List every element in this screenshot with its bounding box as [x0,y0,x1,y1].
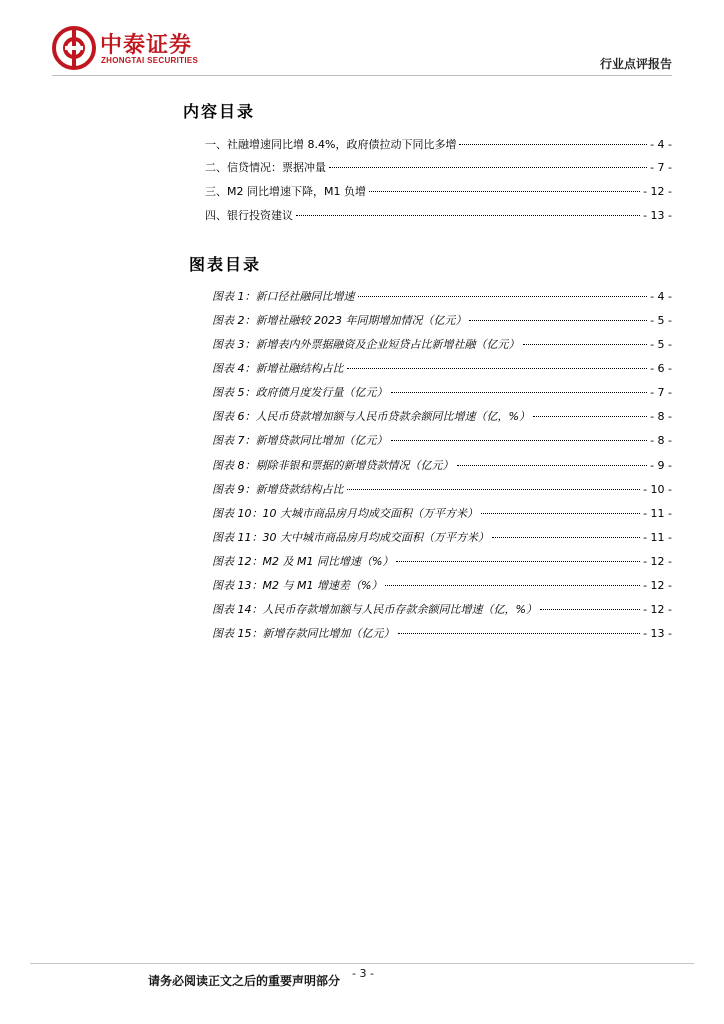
toc-item[interactable] [205,207,672,223]
figure-item-page: - 5 - [650,338,672,351]
figure-item-page: - 6 - [650,362,672,375]
leader-dots [347,489,641,490]
figure-item-text: 图表 13：M2 与 M1 增速差（%） [212,579,383,592]
figure-item-page: - 13 - [643,627,672,640]
contents-title: 内容目录 [183,102,256,121]
figure-item-page: - 12 - [643,555,672,568]
figure-item[interactable] [212,432,672,448]
leader-dots [347,368,648,369]
figure-item[interactable] [212,481,672,497]
figure-item[interactable] [212,577,672,593]
leader-dots [540,609,640,610]
figure-item-page: - 11 - [643,531,672,544]
leader-dots [396,561,640,562]
figure-item[interactable] [212,384,672,400]
leader-dots [296,215,640,216]
figure-item[interactable] [212,360,672,376]
figure-item-page: - 12 - [643,579,672,592]
figure-item-page: - 9 - [650,459,672,472]
figure-item-text: 图表 12：M2 及 M1 同比增速（%） [212,555,394,568]
toc-item[interactable] [205,136,672,152]
figure-item-page: - 8 - [650,410,672,423]
figure-item-page: - 12 - [643,603,672,616]
figure-item-text: 图表 1：新口径社融同比增速 [212,290,355,303]
leader-dots [457,465,648,466]
figure-item[interactable] [212,457,672,473]
figure-item[interactable] [212,336,672,352]
toc-item[interactable] [205,183,672,199]
figure-item-page: - 10 - [643,483,672,496]
toc-item-page: - 12 - [643,185,672,198]
figure-item-text: 图表 2：新增社融较 2023 年同期增加情况（亿元） [212,314,467,327]
figure-item-text: 图表 15：新增存款同比增加（亿元） [212,627,395,640]
toc-item[interactable] [205,159,672,175]
leader-dots [459,144,647,145]
leader-dots [385,585,640,586]
figure-item[interactable] [212,408,672,424]
leader-dots [469,320,647,321]
figure-item-text: 图表 8：剔除非银和票据的新增贷款情况（亿元） [212,459,454,472]
leader-dots [358,296,648,297]
page-number: - 3 - [352,967,374,980]
disclaimer-notice: 请务必阅读正文之后的重要声明部分 [148,974,341,988]
figure-item-text: 图表 4：新增社融结构占比 [212,362,344,375]
figure-item-page: - 4 - [650,290,672,303]
figure-item-text: 图表 10：10 大城市商品房月均成交面积（万平方米） [212,507,478,520]
page-header [0,0,724,80]
toc-item-page: - 4 - [650,138,672,151]
toc-item-page: - 7 - [650,161,672,174]
leader-dots [391,392,648,393]
leader-dots [369,191,640,192]
toc-item-text: 四、银行投资建议 [205,209,293,222]
figure-item[interactable] [212,312,672,328]
figure-item-page: - 11 - [643,507,672,520]
toc-item-page: - 13 - [643,209,672,222]
toc-item-text: 三、M2 同比增速下降，M1 负增 [205,185,366,198]
figure-item-text: 图表 11：30 大中城市商品房月均成交面积（万平方米） [212,531,489,544]
figures-title: 图表目录 [189,255,262,274]
figure-item[interactable] [212,529,672,545]
figure-item[interactable] [212,288,672,304]
figure-item-page: - 5 - [650,314,672,327]
figure-item-text: 图表 9：新增贷款结构占比 [212,483,344,496]
leader-dots [391,440,648,441]
figure-item[interactable] [212,601,672,617]
figure-item-page: - 7 - [650,386,672,399]
footer-divider [30,963,694,964]
leader-dots [481,513,640,514]
figure-item-page: - 8 - [650,434,672,447]
figure-item[interactable] [212,505,672,521]
figure-item[interactable] [212,625,672,641]
brand-name-en: ZHONGTAI SECURITIES [101,56,199,65]
toc-item-text: 一、社融增速同比增 8.4%，政府债拉动下同比多增 [205,138,457,151]
zhongtai-logo-icon [52,26,96,70]
figure-item-text: 图表 3：新增表内外票据融资及企业短贷占比新增社融（亿元） [212,338,520,351]
figure-item-text: 图表 5：政府债月度发行量（亿元） [212,386,388,399]
toc-item-text: 二、信贷情况：票据冲量 [205,161,326,174]
figure-item-text: 图表 6：人民币贷款增加额与人民币贷款余额同比增速（亿，%） [212,410,530,423]
leader-dots [329,167,647,168]
leader-dots [398,633,641,634]
figure-item-text: 图表 7：新增贷款同比增加（亿元） [212,434,388,447]
document-type: 行业点评报告 [599,57,672,71]
leader-dots [492,537,640,538]
brand-name-cn: 中泰证券 [100,33,193,58]
leader-dots [523,344,648,345]
header-divider [52,75,672,76]
figure-item[interactable] [212,553,672,569]
figure-item-text: 图表 14：人民币存款增加额与人民币存款余额同比增速（亿，%） [212,603,537,616]
leader-dots [533,416,647,417]
